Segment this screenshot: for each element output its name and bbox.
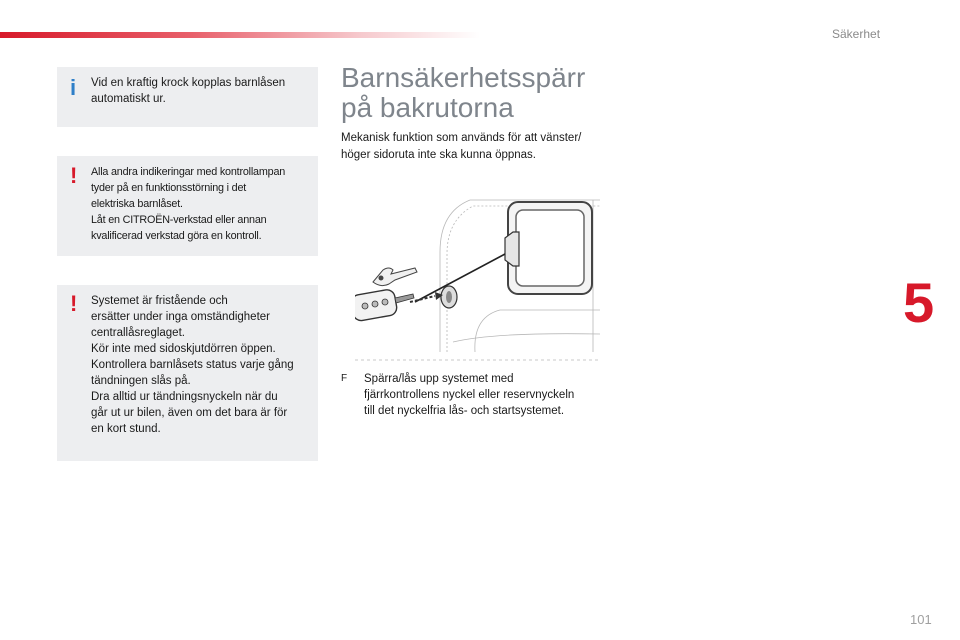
key-arrow (410, 292, 443, 302)
section-label: Säkerhet (832, 27, 881, 41)
info-note (57, 67, 318, 127)
child-lock-illustration (355, 192, 605, 364)
window-frame (505, 202, 592, 294)
warning-note (57, 285, 318, 461)
warning-note-text: Alla andra indikeringar med kontrollampan tyder på en funktionsstörning i det elektriska barnlåset. Låt en CITROËN-verkstad eller annan kvalificerad verkstad göra en kontroll. (91, 166, 286, 242)
emergency-key-icon (373, 268, 417, 286)
pointer-line (415, 254, 505, 302)
info-icon: i (70, 75, 77, 100)
warning-note (57, 156, 318, 256)
page-title: Barnsäkerhetsspärr på bakrutorna (341, 62, 586, 123)
warning-note-text: Systemet är fristående och ersätter under inga omständigheter centrallåsreglaget. Kör inte med sidoskjutdörren öppen. Kontrollera barnlåsets status varje gång tändningen slås på. Dra alltid ur tändningsnyckeln när du går ut ur bilen, även om det bara är för en kort stund. (91, 295, 294, 435)
chapter-number: 5 (903, 271, 935, 334)
step-bullet: F (341, 373, 348, 384)
header-accent-bar (0, 32, 480, 38)
step-text: Spärra/lås upp systemet med fjärrkontrollens nyckel eller reservnyckeln till det nyckelfria lås- och startsystemet. (364, 373, 575, 417)
lock-cylinder (441, 286, 457, 308)
page-number: 101 (910, 612, 932, 627)
remote-key-icon (355, 289, 414, 322)
intro-text: Mekanisk funktion som används för att vänster/ höger sidoruta inte ska kunna öppnas. (341, 132, 582, 161)
warning-icon: ! (70, 163, 78, 188)
info-note-text: Vid en kraftig krock kopplas barnlåsen automatiskt ur. (91, 77, 286, 105)
warning-icon: ! (70, 291, 78, 316)
